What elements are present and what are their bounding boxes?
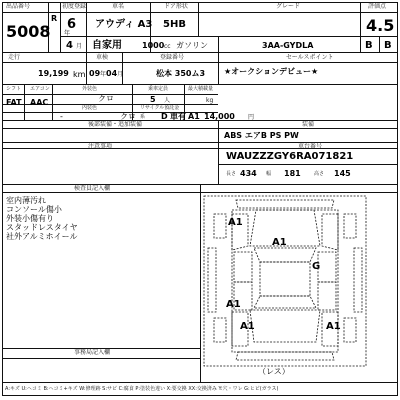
inspection-line-5: 社外アルミホイール xyxy=(6,232,78,241)
recycle-class: A1 xyxy=(188,112,200,121)
dash: - xyxy=(60,112,63,121)
size-width: 181 xyxy=(284,169,301,178)
shift-value: FAT xyxy=(6,98,22,107)
spare-label: 後部装備・追加装備 xyxy=(88,121,143,128)
damage-legend: A:キズ U:ヘコミ B:ヘコミ+キズ W:修理跡 S:サビ C:腐食 P:塗装色違い X:要交換 XX:交換済み Y:穴・ワレ G:ヒビ(ガラス) xyxy=(5,386,279,392)
notes-label: 注意事項 xyxy=(88,143,113,150)
inspection-month: 04 xyxy=(106,69,118,78)
sales-point: ★オークションデビュー★ xyxy=(224,67,319,76)
plate-number: 松本 350ム3 xyxy=(156,69,206,78)
mileage: 19,199 xyxy=(38,69,69,78)
exterior-score: B xyxy=(384,40,392,51)
load-label: 最大積載量 xyxy=(188,86,214,92)
sales-point-label: セールスポイント xyxy=(286,54,334,61)
int-color: クロ xyxy=(120,112,136,121)
inspection-month-unit: 月 xyxy=(117,71,124,78)
mileage-label: 走行 xyxy=(8,54,21,61)
year-label: 初度登録 xyxy=(62,3,87,10)
shift-label: シフト xyxy=(6,86,22,92)
vin: WAUZZZGY6RA071821 xyxy=(226,151,354,162)
ext-color-label: 外装色 xyxy=(82,86,98,92)
month-suffix: 月 xyxy=(76,43,83,50)
recycle-amount: 14,000 xyxy=(204,112,235,121)
inspection-label: 車検 xyxy=(96,54,109,61)
lot-number: 5008 xyxy=(6,22,51,41)
damage-mark-front-left: A1 xyxy=(228,217,243,228)
ext-color: クロ xyxy=(98,94,114,103)
recycle-unit: 円 xyxy=(248,114,255,121)
grade-label: グレード xyxy=(276,3,301,10)
overall-score: 4.5 xyxy=(366,16,395,35)
ac-value: AAC xyxy=(30,98,49,107)
inspection-year-unit: 年 xyxy=(100,71,107,78)
size-l-label: 長さ xyxy=(226,171,237,177)
handle: D xyxy=(161,112,168,121)
handle-unit: 車 xyxy=(170,112,178,121)
reg-month: 4 xyxy=(66,40,73,51)
interior-score: B xyxy=(365,40,373,51)
vin-label: 車台番号 xyxy=(298,143,323,150)
int-color-unit: 系 xyxy=(140,114,146,120)
size-w-label: 幅 xyxy=(266,171,272,177)
lot-label: 出品番号 xyxy=(6,3,31,10)
door-label: ドア形状 xyxy=(164,3,188,10)
size-h-label: 高さ xyxy=(314,171,325,177)
recycle-flag: 有 xyxy=(178,112,186,121)
recycle-label: リサイクル預託金 xyxy=(140,105,180,111)
damage-mark-rear-left: A1 xyxy=(226,299,241,310)
inspection-line-3: 外装小傷有り xyxy=(6,214,54,223)
equipment-label: 装備 xyxy=(302,121,315,128)
inspection-line-4: スタッドレスタイヤ xyxy=(6,223,78,232)
displacement: 1000 xyxy=(142,41,165,50)
car-name: アウディ A3 xyxy=(95,19,153,30)
inspection-notes-label: 検査員記入欄 xyxy=(74,185,111,192)
rear-label: （レス） xyxy=(258,367,290,376)
inspection-line-1: 室内薄汚れ xyxy=(6,196,46,205)
mileage-unit: km xyxy=(73,70,86,79)
int-color-label: 内装色 xyxy=(82,105,98,111)
ac-label: エアコン xyxy=(30,86,50,92)
reg-year: 6 xyxy=(67,17,77,32)
plate-label: 登録番号 xyxy=(160,54,185,61)
load-unit: kg xyxy=(206,97,214,104)
cc-unit: cc xyxy=(164,43,171,50)
capacity-unit: 人 xyxy=(164,97,171,104)
office-notes-label: 事務局記入欄 xyxy=(74,349,111,356)
damage-mark-glass: G xyxy=(312,261,321,272)
size-height: 145 xyxy=(334,169,351,178)
car-name-label: 車名 xyxy=(112,3,125,10)
size-length: 434 xyxy=(240,169,257,178)
door-shape: 5HB xyxy=(163,19,186,30)
era: R xyxy=(51,14,58,23)
damage-mark-rear-right: A1 xyxy=(326,321,341,332)
fuel: ガソリン xyxy=(176,41,208,50)
equipment-list: ABS エアB PS PW xyxy=(224,131,299,140)
score-label: 評価点 xyxy=(368,3,387,10)
model-code: 3AA-GYDLA xyxy=(262,41,314,50)
capacity: 5 xyxy=(150,95,156,104)
inspection-line-2: コンソール傷小 xyxy=(6,205,62,214)
capacity-label: 乗車定員 xyxy=(148,86,169,92)
inspection-year: 09 xyxy=(89,69,101,78)
damage-mark-hood: A1 xyxy=(272,237,287,248)
year-suffix: 年 xyxy=(64,30,71,37)
usage: 自家用 xyxy=(92,40,122,51)
damage-mark-rear-door: A1 xyxy=(240,321,255,332)
